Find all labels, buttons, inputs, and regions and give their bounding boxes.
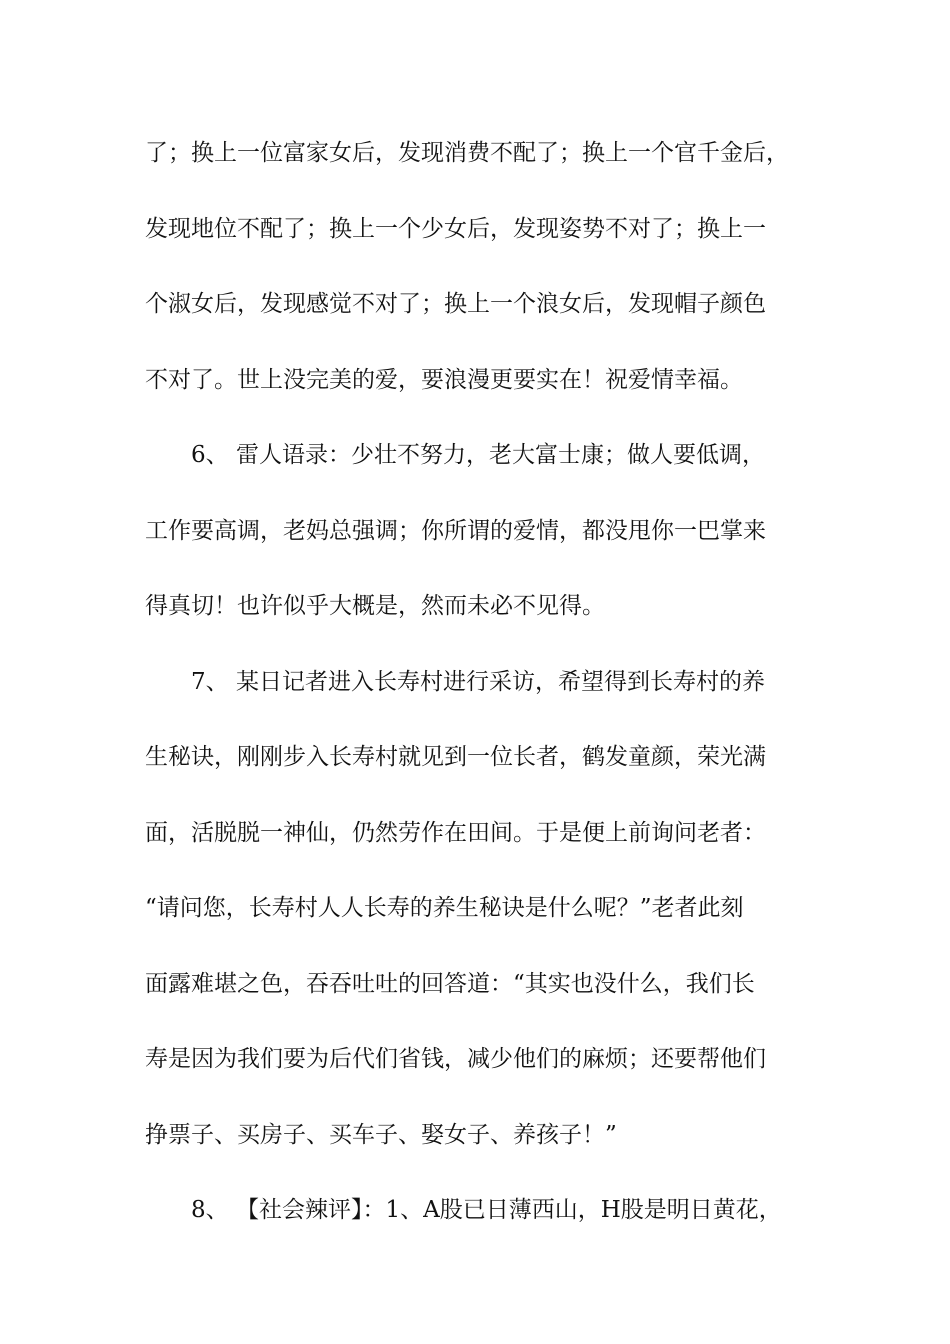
text-line: 得真切！也许似乎大概是，然而未必不见得。 — [145, 593, 605, 619]
text-line: 个淑女后，发现感觉不对了；换上一个浪女后，发现帽子颜色 — [145, 291, 766, 317]
text-line: “请问您，长寿村人人长寿的养生秘诀是什么呢？”老者此刻 — [145, 895, 744, 921]
paragraph-8-start: 8、 【社会辣评】：1、A股已日薄西山，H股是明日黄花， — [191, 1197, 782, 1223]
text-line: 挣票子、买房子、买车子、娶女子、养孩子！” — [145, 1121, 617, 1148]
text-line: 不对了。世上没完美的爱，要浪漫更要实在！祝爱情幸福。 — [145, 366, 743, 393]
paragraph-6-start: 6、 雷人语录：少壮不努力，老大富士康；做人要低调， — [191, 442, 765, 468]
text-line: 发现地位不配了；换上一个少女后，发现姿势不对了；换上一 — [145, 215, 766, 242]
paragraph-7-start: 7、 某日记者进入长寿村进行采访，希望得到长寿村的养 — [191, 668, 765, 695]
text-line: 工作要高调，老妈总强调；你所谓的爱情，都没甩你一巴掌来 — [145, 517, 766, 544]
text-line: 寿是因为我们要为后代们省钱，减少他们的麻烦；还要帮他们 — [145, 1046, 766, 1072]
document-body — [145, 130, 835, 1263]
text-line: 面露难堪之色，吞吞吐吐的回答道：“其实也没什么，我们长 — [145, 970, 755, 997]
text-line: 生秘诀，刚刚步入长寿村就见到一位长者，鹤发童颜，荣光满 — [145, 744, 766, 770]
text-line: 了；换上一位富家女后，发现消费不配了；换上一个官千金后， — [145, 140, 789, 166]
text-line: 面，活脱脱一神仙，仍然劳作在田间。于是便上前询问老者： — [145, 819, 766, 846]
